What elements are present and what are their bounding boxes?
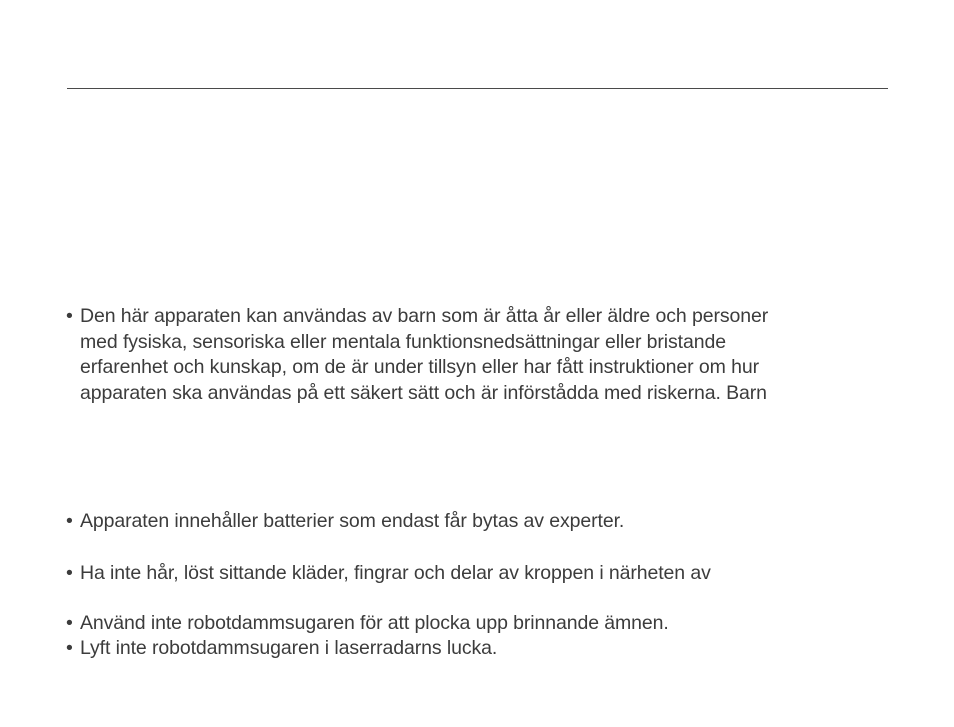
bullet-dot: •	[66, 305, 73, 327]
bullet-item-lidar-cover	[64, 636, 894, 662]
bullet-item-children-safety	[64, 304, 894, 406]
bullet-item-burning-materials	[64, 611, 894, 637]
bullet-text-continuation: med fysiska, sensoriska eller mentala funktionsnedsättningar eller bristande	[80, 330, 726, 353]
header-divider	[67, 88, 888, 89]
bullet-text: Ha inte hår, löst sittande kläder, fingrar och delar av kroppen i närheten av	[80, 562, 711, 584]
bullet-text-continuation: erfarenhet och kunskap, om de är under tillsyn eller har fått instruktioner om hur	[80, 356, 759, 378]
bullet-text: Lyft inte robotdammsugaren i laserradarns lucka.	[80, 637, 498, 659]
bullet-dot: •	[66, 562, 73, 584]
bullet-item-batteries	[64, 509, 894, 535]
bullet-dot: •	[66, 612, 73, 634]
bullet-text: Apparaten innehåller batterier som endast får bytas av experter.	[80, 510, 625, 532]
bullet-text-continuation: apparaten ska användas på ett säkert sätt och är införstådda med riskerna. Barn	[80, 381, 767, 404]
bullet-text: Använd inte robotdammsugaren för att plocka upp brinnande ämnen.	[80, 612, 669, 634]
bullet-text: Den här apparaten kan användas av barn som är åtta år eller äldre och personer	[80, 305, 769, 327]
bullet-item-hair-clothing	[64, 561, 894, 587]
bullet-dot: •	[66, 510, 73, 532]
bullet-dot: •	[66, 637, 73, 659]
